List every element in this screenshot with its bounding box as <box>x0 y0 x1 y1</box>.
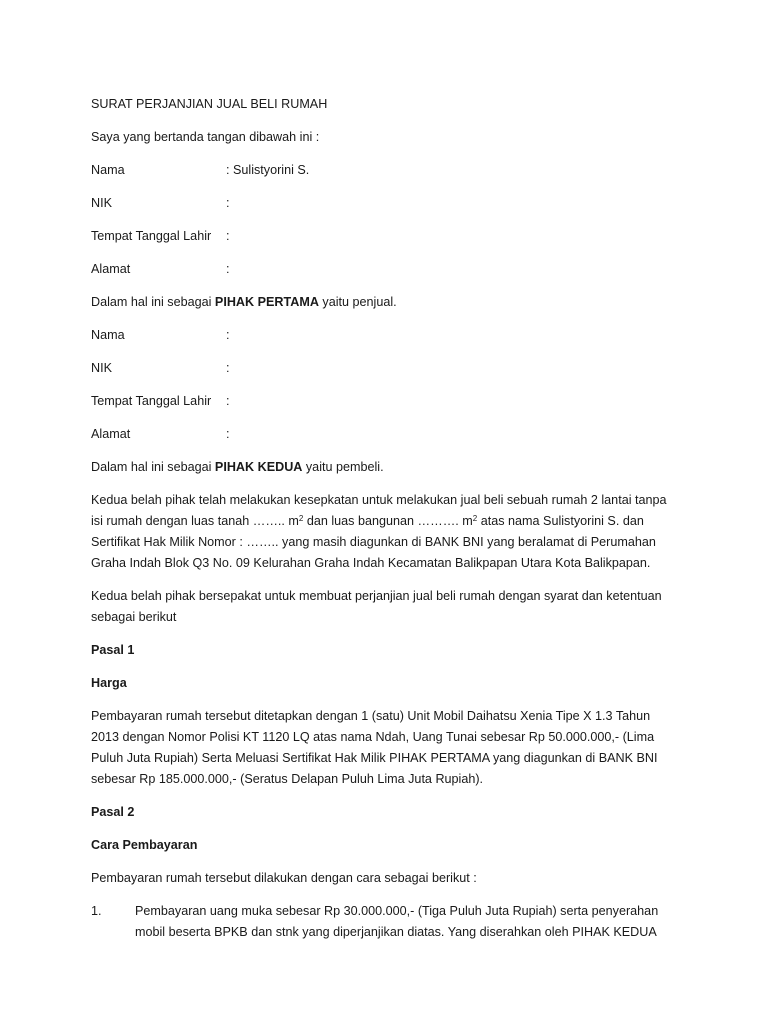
field-value: : <box>226 394 230 408</box>
field-value: : <box>226 262 230 276</box>
agreement-paragraph-2: Kedua belah pihak bersepakat untuk membuat perjanjian jual beli rumah dengan syarat dan ketentuan sebagai berikut <box>91 589 662 624</box>
party1-field-nama <box>91 160 676 181</box>
agreement-text-2: dan luas bangunan ………. m <box>303 514 473 528</box>
superscript: 2 <box>298 514 304 523</box>
role-suffix: yaitu penjual. <box>318 295 397 309</box>
party2-field-nik <box>91 358 676 379</box>
pasal1-body: Pembayaran rumah tersebut ditetapkan dengan 1 (satu) Unit Mobil Daihatsu Xenia Tipe X 1.3 Tahun 2013 dengan Nomor Polisi KT 1120 LQ atas nama Ndah, Uang Tunai sebesar Rp 50.000.000,- (Lima Puluh Juta Rupiah) Serta Meluasi Sertifikat Hak Milik PIHAK PERTAMA yang diagunkan di BANK BNI sebesar Rp 185.000.000,- (Seratus Delapan Puluh Lima Juta Rupiah). <box>91 709 658 786</box>
list-text: Pembayaran uang muka sebesar Rp 30.000.000,- (Tiga Puluh Juta Rupiah) serta penyerahan mobil beserta BPKB dan stnk yang diperjanjikan diatas. Yang diserahkan oleh PIHAK KEDUA <box>135 904 659 939</box>
list-item <box>91 901 676 943</box>
agreement-paragraph <box>91 490 676 574</box>
intro-text: Saya yang bertanda tangan dibawah ini : <box>91 130 320 144</box>
agreement-text-1: Kedua belah pihak telah melakukan kesepkatan untuk melakukan jual beli sebuah rumah 2 lantai tanpa isi rumah dengan luas tanah …….. m <box>91 493 667 528</box>
party2-field-ttl <box>91 391 676 412</box>
field-label: NIK <box>91 361 112 375</box>
pasal2-title-text: Pasal 2 <box>91 805 135 819</box>
list-number: 1. <box>91 904 102 918</box>
document-title: SURAT PERJANJIAN JUAL BELI RUMAH <box>91 97 328 111</box>
pasal2-title <box>91 802 676 823</box>
field-label: Alamat <box>91 427 131 441</box>
party1-field-ttl <box>91 226 676 247</box>
field-label: Nama <box>91 163 125 177</box>
pasal1-title-text: Pasal 1 <box>91 643 135 657</box>
payment-list <box>91 901 676 943</box>
field-value: : <box>226 229 230 243</box>
party2-role <box>91 457 676 478</box>
pasal2-subtitle-text: Cara Pembayaran <box>91 838 198 852</box>
pasal2-intro: Pembayaran rumah tersebut dilakukan dengan cara sebagai berikut : <box>91 871 477 885</box>
pasal1-subtitle-text: Harga <box>91 676 127 690</box>
field-label: Nama <box>91 328 125 342</box>
role-prefix: Dalam hal ini sebagai <box>91 295 215 309</box>
party1-field-alamat <box>91 259 676 280</box>
party1-role <box>91 292 676 313</box>
pasal1-title <box>91 640 676 661</box>
role-prefix: Dalam hal ini sebagai <box>91 460 215 474</box>
party1-field-nik <box>91 193 676 214</box>
field-value: : <box>226 361 230 375</box>
field-value: : <box>226 328 230 342</box>
role-name: PIHAK KEDUA <box>214 460 303 474</box>
superscript: 2 <box>472 514 478 523</box>
field-label: Tempat Tanggal Lahir <box>91 394 212 408</box>
field-value: : Sulistyorini S. <box>226 163 310 177</box>
field-label: NIK <box>91 196 112 210</box>
field-label: Alamat <box>91 262 131 276</box>
pasal2-subtitle <box>91 835 676 856</box>
field-value: : <box>226 427 230 441</box>
party2-field-nama <box>91 325 676 346</box>
field-value: : <box>226 196 230 210</box>
field-label: Tempat Tanggal Lahir <box>91 229 212 243</box>
role-name: PIHAK PERTAMA <box>214 295 319 309</box>
pasal1-subtitle <box>91 673 676 694</box>
role-suffix: yaitu pembeli. <box>302 460 384 474</box>
party2-field-alamat <box>91 424 676 445</box>
agreement-text-3: atas nama Sulistyorini S. dan Sertifikat Hak Milik Nomor : …….. yang masih diagunkan di BANK BNI yang beralamat di Perumahan Graha Indah Blok Q3 No. 09 Kelurahan Graha Indah Kecamatan Balikpapan Utara Kota Balikpapan. <box>91 514 656 570</box>
